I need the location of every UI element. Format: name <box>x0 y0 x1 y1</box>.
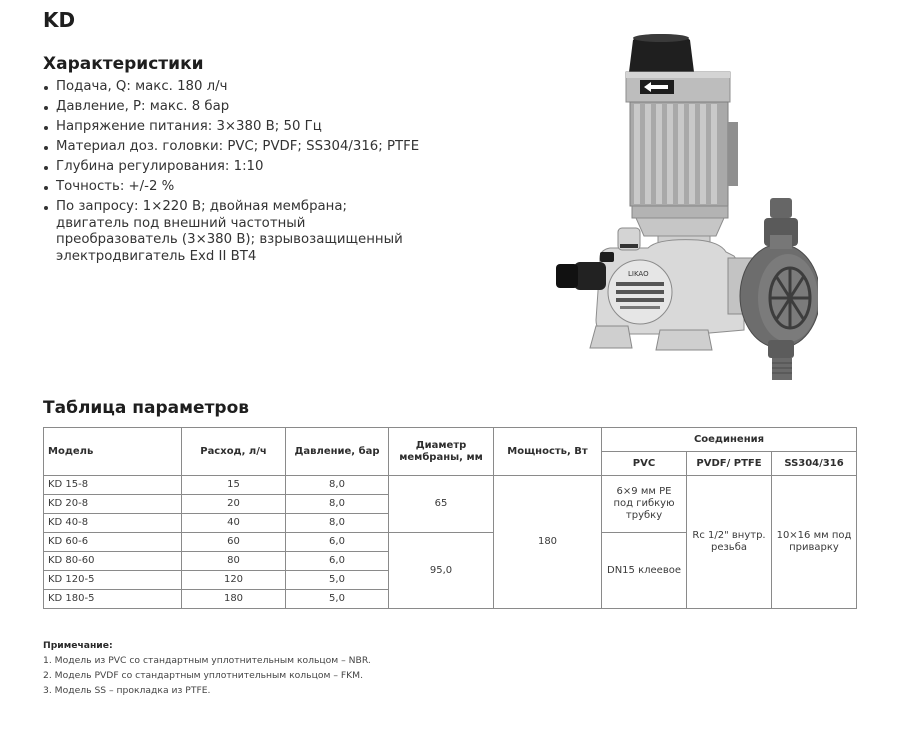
cell-power: 180 <box>494 476 602 609</box>
cell-flow: 40 <box>182 514 286 533</box>
cell-pvc: DN15 клеевое <box>602 533 687 609</box>
cell-model: KD 60-6 <box>44 533 182 552</box>
cell-pressure: 8,0 <box>286 495 389 514</box>
header-pressure: Давление, бар <box>286 428 389 476</box>
cell-diameter: 65 <box>389 476 494 533</box>
cell-flow: 20 <box>182 495 286 514</box>
header-power: Мощность, Вт <box>494 428 602 476</box>
cell-flow: 80 <box>182 552 286 571</box>
table-row <box>44 476 857 495</box>
cell-model: KD 40-8 <box>44 514 182 533</box>
cell-diameter: 95,0 <box>389 533 494 609</box>
cell-model: KD 120-5 <box>44 571 182 590</box>
note-item: 3. Модель SS – прокладка из PTFE. <box>43 685 211 696</box>
spec-item: Материал доз. головки: PVC; PVDF; SS304/316; PTFE <box>43 139 423 156</box>
cell-model: KD 15-8 <box>44 476 182 495</box>
table-heading: Таблица параметров <box>43 398 250 418</box>
header-ss: SS304/316 <box>772 452 857 476</box>
parameters-table <box>43 427 857 609</box>
header-pvc: PVC <box>602 452 687 476</box>
cell-flow: 120 <box>182 571 286 590</box>
cell-model: KD 80-60 <box>44 552 182 571</box>
product-title: KD <box>43 8 76 32</box>
specs-heading: Характеристики <box>43 54 204 74</box>
cell-flow: 15 <box>182 476 286 495</box>
cell-pvdf: Rc 1/2" внутр. резьба <box>687 476 772 609</box>
specs-list <box>43 79 423 269</box>
pump-product-image <box>548 30 818 385</box>
cell-pressure: 5,0 <box>286 571 389 590</box>
header-flow: Расход, л/ч <box>182 428 286 476</box>
header-model: Модель <box>44 428 182 476</box>
spec-item: Давление, P: макс. 8 бар <box>43 99 423 116</box>
spec-item: Напряжение питания: 3×380 В; 50 Гц <box>43 119 423 136</box>
svg-text:LIKAO: LIKAO <box>628 270 649 278</box>
header-pvdf: PVDF/ PTFE <box>687 452 772 476</box>
notes-section <box>43 638 371 698</box>
cell-flow: 60 <box>182 533 286 552</box>
cell-pressure: 8,0 <box>286 514 389 533</box>
notes-title: Примечание: <box>43 640 113 651</box>
cell-pvc: 6×9 мм PE под гибкую трубку <box>602 476 687 533</box>
spec-item: Подача, Q: макс. 180 л/ч <box>43 79 423 96</box>
cell-pressure: 8,0 <box>286 476 389 495</box>
note-item: 2. Модель PVDF со стандартным уплотнительным кольцом – FKM. <box>43 670 363 681</box>
cell-pressure: 5,0 <box>286 590 389 609</box>
cell-model: KD 20-8 <box>44 495 182 514</box>
cell-flow: 180 <box>182 590 286 609</box>
cell-pressure: 6,0 <box>286 533 389 552</box>
header-connections: Соединения <box>602 428 857 452</box>
cell-model: KD 180-5 <box>44 590 182 609</box>
cell-ss: 10×16 мм под приварку <box>772 476 857 609</box>
spec-item: Глубина регулирования: 1:10 <box>43 159 423 176</box>
header-diameter: Диаметр мембраны, мм <box>389 428 494 476</box>
spec-item: Точность: +/-2 % <box>43 179 423 196</box>
spec-item: По запросу: 1×220 В; двойная мембрана; двигатель под внешний частотный преобразователь (3×380 В); взрывозащищенный электродвигатель Exd II BT4 <box>43 199 423 265</box>
cell-pressure: 6,0 <box>286 552 389 571</box>
note-item: 1. Модель из PVC со стандартным уплотнительным кольцом – NBR. <box>43 655 371 666</box>
